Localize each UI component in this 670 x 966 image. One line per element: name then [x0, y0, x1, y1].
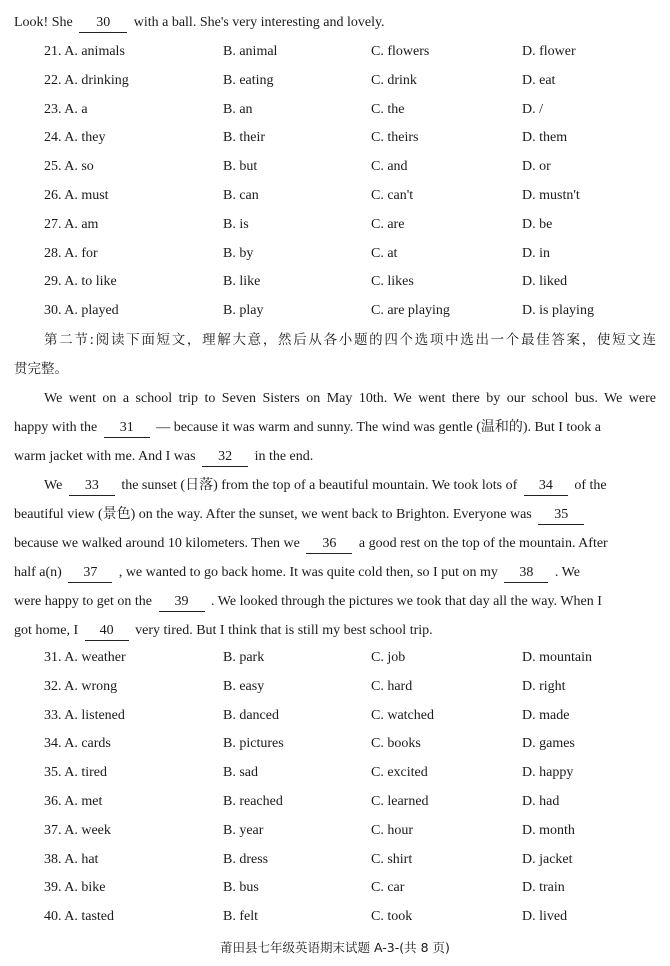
- option-a: [44, 37, 125, 66]
- option-b: B. is: [223, 216, 249, 232]
- question-row: [0, 210, 670, 239]
- option-a: [44, 123, 105, 152]
- question-row: [0, 37, 670, 66]
- passage-line-1: [44, 384, 656, 413]
- passage-text: because we walked around 10 kilometers. Then we: [14, 536, 300, 551]
- option-d: D. right: [522, 678, 566, 694]
- option-a: [44, 66, 129, 95]
- option-d: D. month: [522, 822, 575, 838]
- passage-text: very tired. But I think that is still my best school trip.: [135, 623, 433, 638]
- option-a: [44, 902, 114, 931]
- option-b: B. like: [223, 274, 261, 290]
- passage-text: — because it was warm and sunny. The wind was gentle (温和的). But I took a: [156, 420, 602, 435]
- option-b: B. danced: [223, 707, 279, 723]
- option-d: D. flower: [522, 44, 576, 59]
- passage-text: We went on a school trip to Seven Sisters on May 10th. We went there by our school bus. We were: [44, 391, 656, 406]
- intro-line: [14, 8, 656, 37]
- passage-text: happy with the: [14, 420, 98, 435]
- question-number: 21.: [44, 44, 62, 59]
- option-c: C. can't: [371, 188, 414, 203]
- option-b: B. year: [223, 822, 264, 838]
- question-row: [0, 123, 670, 152]
- option-c: C. theirs: [371, 130, 419, 146]
- question-number: 24.: [44, 130, 62, 146]
- blank-39: 39: [159, 593, 205, 612]
- option-c: C. car: [371, 880, 405, 896]
- option-d: D. be: [522, 216, 553, 232]
- option-c: C. drink: [371, 72, 417, 88]
- option-d: D. /: [522, 101, 543, 117]
- question-row: [0, 267, 670, 296]
- blank-30: 30: [79, 14, 127, 33]
- question-row: [0, 66, 670, 95]
- option-a: [44, 845, 98, 874]
- question-row: [0, 729, 670, 758]
- option-a: [44, 816, 111, 845]
- option-a: [44, 267, 117, 296]
- option-text: A. week: [64, 822, 111, 838]
- option-c: C. shirt: [371, 851, 413, 867]
- intro-text-after: with a ball. She's very interesting and lovely.: [133, 15, 385, 30]
- question-number: 33.: [44, 707, 62, 723]
- option-b: B. dress: [223, 851, 269, 867]
- instruction-line-1: 第二节:阅读下面短文，理解大意，然后从各小题的四个选项中选出一个最佳答案，使短文连: [44, 332, 656, 348]
- option-d: D. happy: [522, 765, 574, 781]
- option-b: B. reached: [223, 794, 283, 809]
- passage-text: , we wanted to go back home. It was quite cold then, so I put on my: [118, 565, 498, 580]
- option-c: C. books: [371, 736, 421, 752]
- blank-37: 37: [68, 564, 112, 583]
- question-row: [0, 758, 670, 787]
- option-text: A. they: [64, 130, 106, 146]
- blank-34: 34: [524, 477, 568, 496]
- question-row: [0, 787, 670, 816]
- question-number: 39.: [44, 880, 62, 896]
- question-row: [0, 701, 670, 730]
- option-text: A. played: [64, 303, 119, 319]
- option-text: A. so: [64, 159, 94, 175]
- option-d: D. made: [522, 707, 570, 723]
- option-text: A. a: [64, 101, 88, 117]
- passage-line-8: [14, 587, 656, 616]
- option-d: D. had: [522, 794, 560, 809]
- section2-instruction-cont: [14, 355, 656, 384]
- blank-40: 40: [85, 622, 129, 641]
- option-b: B. their: [223, 130, 265, 146]
- option-a: [44, 758, 107, 787]
- option-text: A. met: [64, 794, 103, 809]
- option-c: C. watched: [371, 707, 434, 723]
- option-b: B. easy: [223, 678, 265, 694]
- question-row: [0, 296, 670, 325]
- option-d: D. eat: [522, 72, 556, 88]
- option-c: C. are: [371, 216, 405, 232]
- passage-line-3: [14, 442, 656, 471]
- blank-35: 35: [538, 506, 584, 525]
- option-text: A. bike: [64, 880, 106, 896]
- option-text: A. weather: [64, 650, 126, 665]
- option-d: D. mountain: [522, 650, 592, 665]
- option-d: D. in: [522, 245, 550, 261]
- option-c: C. took: [371, 909, 413, 925]
- option-c: C. and: [371, 159, 408, 175]
- option-b: B. bus: [223, 880, 259, 896]
- question-row: [0, 152, 670, 181]
- question-row: [0, 845, 670, 874]
- option-d: D. train: [522, 880, 565, 896]
- passage-line-5: [14, 500, 656, 529]
- option-text: A. wrong: [64, 678, 118, 694]
- option-b: B. but: [223, 159, 258, 175]
- option-text: A. animals: [64, 44, 125, 59]
- question-number: 30.: [44, 303, 62, 319]
- passage-line-6: [14, 529, 656, 558]
- option-d: D. games: [522, 736, 575, 752]
- option-d: D. or: [522, 159, 551, 175]
- passage-text: got home, I: [14, 623, 79, 638]
- passage-text: warm jacket with me. And I was: [14, 449, 196, 464]
- passage-line-9: [14, 616, 656, 645]
- option-d: D. mustn't: [522, 188, 580, 203]
- question-number: 29.: [44, 274, 62, 290]
- passage-line-4: [44, 471, 656, 500]
- option-text: A. tasted: [64, 909, 114, 925]
- question-row: [0, 181, 670, 210]
- option-a: [44, 787, 102, 816]
- option-b: B. eating: [223, 72, 274, 88]
- option-c: C. hour: [371, 822, 413, 838]
- option-b: B. play: [223, 303, 264, 319]
- question-row: [0, 873, 670, 902]
- question-number: 38.: [44, 851, 62, 867]
- question-number: 31.: [44, 650, 62, 665]
- question-number: 36.: [44, 794, 62, 809]
- option-b: B. by: [223, 245, 254, 261]
- blank-33: 33: [69, 477, 115, 496]
- blank-38: 38: [504, 564, 548, 583]
- option-a: [44, 701, 125, 730]
- option-b: B. can: [223, 188, 259, 203]
- question-number: 28.: [44, 245, 62, 261]
- option-c: C. hard: [371, 678, 413, 694]
- option-d: D. them: [522, 130, 568, 146]
- blank-36: 36: [306, 535, 352, 554]
- option-text: A. drinking: [64, 72, 129, 88]
- option-a: [44, 643, 126, 672]
- option-a: [44, 210, 98, 239]
- question-number: 22.: [44, 72, 62, 88]
- passage-text: of the: [574, 478, 607, 493]
- section2-instruction: [44, 326, 656, 355]
- blank-31: 31: [104, 419, 150, 438]
- question-row: [0, 239, 670, 268]
- option-c: C. at: [371, 245, 398, 261]
- question-number: 26.: [44, 188, 62, 203]
- question-number: 40.: [44, 909, 62, 925]
- option-d: D. liked: [522, 274, 568, 290]
- question-number: 27.: [44, 216, 62, 232]
- option-a: [44, 239, 98, 268]
- option-text: A. for: [64, 245, 98, 261]
- passage-text: We: [44, 478, 63, 493]
- option-b: B. park: [223, 650, 265, 665]
- option-text: A. listened: [64, 707, 125, 723]
- option-b: B. animal: [223, 44, 278, 59]
- option-a: [44, 95, 88, 124]
- option-text: A. hat: [64, 851, 99, 867]
- question-number: 32.: [44, 678, 62, 694]
- option-text: A. must: [64, 188, 109, 203]
- option-c: C. excited: [371, 765, 428, 781]
- question-row: [0, 672, 670, 701]
- page-footer: 莆田县七年级英语期末试题 A-3-(共 8 页): [220, 940, 450, 955]
- option-c: C. flowers: [371, 44, 430, 59]
- intro-text-before: Look! She: [14, 15, 73, 30]
- question-number: 37.: [44, 822, 62, 838]
- option-d: D. jacket: [522, 851, 573, 867]
- passage-text: a good rest on the top of the mountain. After: [358, 536, 608, 551]
- question-row: [0, 95, 670, 124]
- option-text: A. tired: [64, 765, 107, 781]
- option-b: B. an: [223, 101, 253, 117]
- option-c: C. likes: [371, 274, 414, 290]
- option-b: B. pictures: [223, 736, 284, 752]
- question-number: 35.: [44, 765, 62, 781]
- passage-text: half a(n): [14, 565, 62, 580]
- question-row: [0, 816, 670, 845]
- question-row: [0, 643, 670, 672]
- option-d: D. lived: [522, 909, 568, 925]
- passage-text: in the end.: [254, 449, 314, 464]
- option-d: D. is playing: [522, 303, 594, 319]
- passage-text: beautiful view (景色) on the way. After the sunset, we went back to Brighton. Everyone was: [14, 507, 532, 522]
- option-text: A. am: [64, 216, 99, 232]
- option-text: A. to like: [64, 274, 117, 290]
- passage-text: . We: [554, 565, 580, 580]
- passage-line-2: [14, 413, 656, 442]
- question-number: 34.: [44, 736, 62, 752]
- option-c: C. learned: [371, 794, 429, 809]
- option-c: C. the: [371, 101, 405, 117]
- option-a: [44, 873, 105, 902]
- option-a: [44, 672, 117, 701]
- passage-text: . We looked through the pictures we took that day all the way. When I: [211, 594, 602, 609]
- question-number: 23.: [44, 101, 62, 117]
- option-a: [44, 181, 109, 210]
- question-number: 25.: [44, 159, 62, 175]
- passage-text: the sunset (日落) from the top of a beautiful mountain. We took lots of: [121, 478, 518, 493]
- option-a: [44, 152, 94, 181]
- option-b: B. sad: [223, 765, 258, 781]
- question-row: [0, 902, 670, 931]
- option-text: A. cards: [64, 736, 111, 752]
- passage-text: were happy to get on the: [14, 594, 153, 609]
- option-b: B. felt: [223, 909, 258, 925]
- blank-32: 32: [202, 448, 248, 467]
- passage-line-7: [14, 558, 656, 587]
- option-a: [44, 296, 119, 325]
- option-c: C. job: [371, 650, 406, 665]
- option-c: C. are playing: [371, 303, 450, 319]
- option-a: [44, 729, 111, 758]
- instruction-line-2: 贯完整。: [14, 361, 68, 377]
